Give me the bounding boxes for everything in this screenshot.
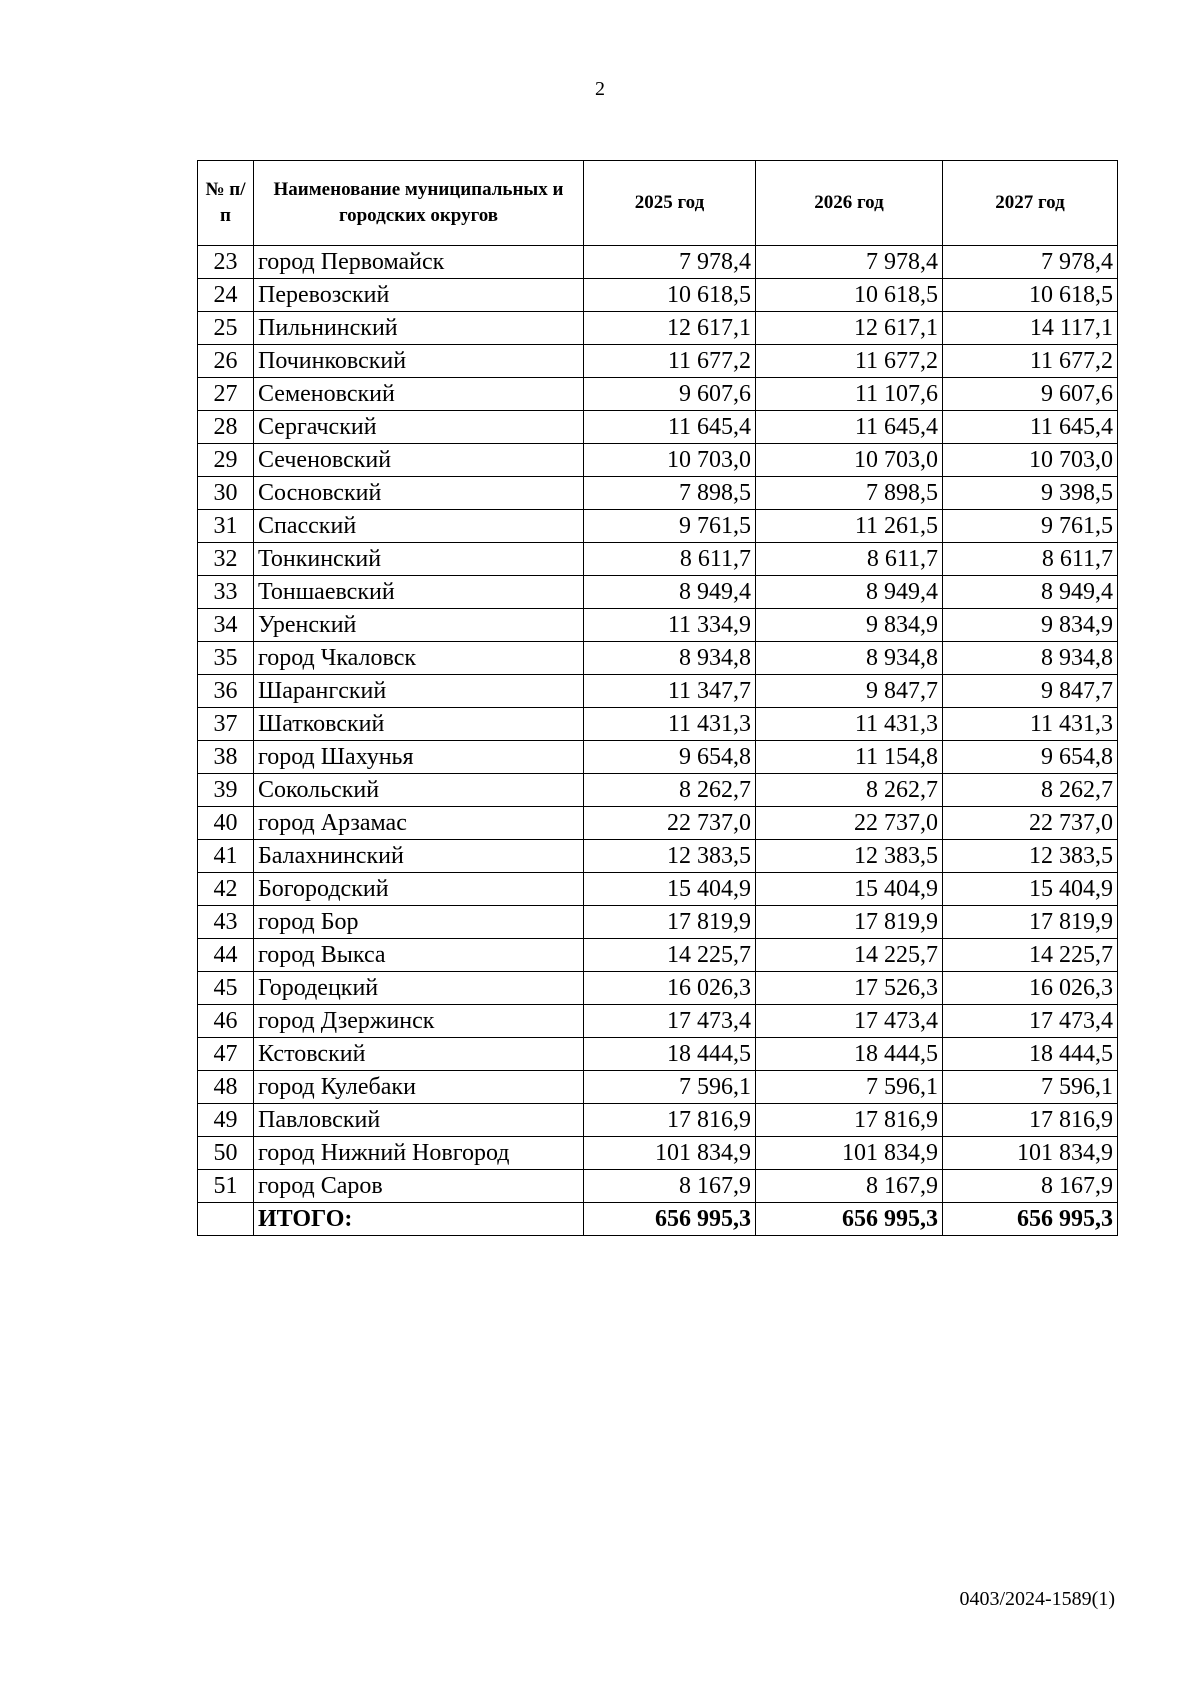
row-value-2025: 8 262,7 xyxy=(584,774,756,807)
total-row xyxy=(198,1203,1118,1236)
row-value-2026: 7 978,4 xyxy=(756,246,943,279)
row-num: 48 xyxy=(198,1071,254,1104)
row-value-2026: 8 611,7 xyxy=(756,543,943,576)
row-name: город Бор xyxy=(254,906,584,939)
row-num: 50 xyxy=(198,1137,254,1170)
row-value-2026: 15 404,9 xyxy=(756,873,943,906)
row-value-2027: 9 847,7 xyxy=(943,675,1118,708)
row-value-2026: 7 596,1 xyxy=(756,1071,943,1104)
row-value-2025: 8 611,7 xyxy=(584,543,756,576)
row-value-2025: 11 677,2 xyxy=(584,345,756,378)
row-name: Уренский xyxy=(254,609,584,642)
row-name: Пильнинский xyxy=(254,312,584,345)
row-name: Шатковский xyxy=(254,708,584,741)
row-value-2025: 18 444,5 xyxy=(584,1038,756,1071)
row-value-2027: 14 225,7 xyxy=(943,939,1118,972)
row-name: Спасский xyxy=(254,510,584,543)
row-value-2027: 8 262,7 xyxy=(943,774,1118,807)
row-num: 38 xyxy=(198,741,254,774)
row-num: 32 xyxy=(198,543,254,576)
row-num: 31 xyxy=(198,510,254,543)
total-2027: 656 995,3 xyxy=(943,1203,1118,1236)
table-row xyxy=(198,444,1118,477)
row-value-2027: 11 645,4 xyxy=(943,411,1118,444)
total-num-cell xyxy=(198,1203,254,1236)
table-row xyxy=(198,840,1118,873)
row-value-2027: 7 978,4 xyxy=(943,246,1118,279)
row-value-2025: 8 949,4 xyxy=(584,576,756,609)
row-value-2027: 18 444,5 xyxy=(943,1038,1118,1071)
row-value-2025: 12 383,5 xyxy=(584,840,756,873)
row-num: 39 xyxy=(198,774,254,807)
table-row xyxy=(198,279,1118,312)
row-value-2027: 12 383,5 xyxy=(943,840,1118,873)
row-value-2025: 15 404,9 xyxy=(584,873,756,906)
row-value-2027: 9 654,8 xyxy=(943,741,1118,774)
row-value-2026: 17 473,4 xyxy=(756,1005,943,1038)
table-row xyxy=(198,1005,1118,1038)
row-value-2025: 11 645,4 xyxy=(584,411,756,444)
row-num: 23 xyxy=(198,246,254,279)
row-value-2025: 16 026,3 xyxy=(584,972,756,1005)
row-num: 30 xyxy=(198,477,254,510)
row-num: 43 xyxy=(198,906,254,939)
row-name: Балахнинский xyxy=(254,840,584,873)
row-value-2026: 11 107,6 xyxy=(756,378,943,411)
allocation-table xyxy=(197,160,1118,1236)
header-2026: 2026 год xyxy=(756,161,943,246)
table-row xyxy=(198,939,1118,972)
table-row xyxy=(198,576,1118,609)
row-num: 24 xyxy=(198,279,254,312)
row-name: город Нижний Новгород xyxy=(254,1137,584,1170)
row-num: 27 xyxy=(198,378,254,411)
header-2027: 2027 год xyxy=(943,161,1118,246)
row-name: Тоншаевский xyxy=(254,576,584,609)
row-name: город Кулебаки xyxy=(254,1071,584,1104)
row-value-2026: 8 167,9 xyxy=(756,1170,943,1203)
table-row xyxy=(198,411,1118,444)
row-value-2027: 14 117,1 xyxy=(943,312,1118,345)
row-value-2026: 11 677,2 xyxy=(756,345,943,378)
row-name: Шарангский xyxy=(254,675,584,708)
row-name: Сеченовский xyxy=(254,444,584,477)
row-value-2025: 7 978,4 xyxy=(584,246,756,279)
header-num: № п/п xyxy=(198,161,254,246)
row-num: 44 xyxy=(198,939,254,972)
row-value-2025: 17 816,9 xyxy=(584,1104,756,1137)
total-2025: 656 995,3 xyxy=(584,1203,756,1236)
table-row xyxy=(198,378,1118,411)
row-name: город Саров xyxy=(254,1170,584,1203)
row-value-2026: 9 847,7 xyxy=(756,675,943,708)
row-name: Починковский xyxy=(254,345,584,378)
row-value-2026: 11 261,5 xyxy=(756,510,943,543)
table-row xyxy=(198,1071,1118,1104)
row-value-2027: 9 607,6 xyxy=(943,378,1118,411)
row-value-2027: 9 398,5 xyxy=(943,477,1118,510)
row-name: Сосновский xyxy=(254,477,584,510)
row-num: 25 xyxy=(198,312,254,345)
table-row xyxy=(198,741,1118,774)
row-value-2027: 17 473,4 xyxy=(943,1005,1118,1038)
row-value-2026: 7 898,5 xyxy=(756,477,943,510)
row-name: город Выкса xyxy=(254,939,584,972)
table-row xyxy=(198,774,1118,807)
table-row xyxy=(198,345,1118,378)
row-value-2027: 9 761,5 xyxy=(943,510,1118,543)
row-value-2027: 17 816,9 xyxy=(943,1104,1118,1137)
table-row xyxy=(198,1104,1118,1137)
total-2026: 656 995,3 xyxy=(756,1203,943,1236)
row-num: 42 xyxy=(198,873,254,906)
row-value-2027: 8 934,8 xyxy=(943,642,1118,675)
row-value-2026: 11 645,4 xyxy=(756,411,943,444)
row-value-2025: 9 654,8 xyxy=(584,741,756,774)
row-name: Перевозский xyxy=(254,279,584,312)
row-name: город Первомайск xyxy=(254,246,584,279)
row-num: 45 xyxy=(198,972,254,1005)
row-name: Богородский xyxy=(254,873,584,906)
table-row xyxy=(198,543,1118,576)
row-value-2026: 101 834,9 xyxy=(756,1137,943,1170)
row-num: 33 xyxy=(198,576,254,609)
row-num: 51 xyxy=(198,1170,254,1203)
row-value-2026: 12 383,5 xyxy=(756,840,943,873)
table-row xyxy=(198,609,1118,642)
row-num: 26 xyxy=(198,345,254,378)
table-row xyxy=(198,1038,1118,1071)
row-value-2026: 17 526,3 xyxy=(756,972,943,1005)
row-value-2026: 10 618,5 xyxy=(756,279,943,312)
row-value-2026: 18 444,5 xyxy=(756,1038,943,1071)
row-value-2025: 11 334,9 xyxy=(584,609,756,642)
row-value-2025: 11 431,3 xyxy=(584,708,756,741)
row-value-2027: 17 819,9 xyxy=(943,906,1118,939)
total-label: ИТОГО: xyxy=(254,1203,584,1236)
row-value-2025: 17 819,9 xyxy=(584,906,756,939)
row-name: город Шахунья xyxy=(254,741,584,774)
row-value-2026: 8 949,4 xyxy=(756,576,943,609)
row-value-2026: 8 934,8 xyxy=(756,642,943,675)
row-num: 34 xyxy=(198,609,254,642)
row-num: 46 xyxy=(198,1005,254,1038)
row-value-2027: 16 026,3 xyxy=(943,972,1118,1005)
row-value-2027: 10 618,5 xyxy=(943,279,1118,312)
row-name: город Чкаловск xyxy=(254,642,584,675)
row-name: Сокольский xyxy=(254,774,584,807)
table-row xyxy=(198,477,1118,510)
row-value-2026: 22 737,0 xyxy=(756,807,943,840)
row-value-2026: 12 617,1 xyxy=(756,312,943,345)
table-row xyxy=(198,906,1118,939)
row-name: Городецкий xyxy=(254,972,584,1005)
row-value-2026: 11 154,8 xyxy=(756,741,943,774)
table-row xyxy=(198,873,1118,906)
header-name: Наименование муниципальных и городских округов xyxy=(254,161,584,246)
row-value-2025: 17 473,4 xyxy=(584,1005,756,1038)
row-value-2025: 10 703,0 xyxy=(584,444,756,477)
document-code: 0403/2024-1589(1) xyxy=(959,1588,1115,1610)
table-row xyxy=(198,972,1118,1005)
row-value-2025: 7 898,5 xyxy=(584,477,756,510)
row-value-2027: 22 737,0 xyxy=(943,807,1118,840)
row-name: город Арзамас xyxy=(254,807,584,840)
row-value-2025: 11 347,7 xyxy=(584,675,756,708)
table-row xyxy=(198,510,1118,543)
row-value-2026: 9 834,9 xyxy=(756,609,943,642)
row-value-2027: 11 431,3 xyxy=(943,708,1118,741)
row-num: 41 xyxy=(198,840,254,873)
row-value-2027: 8 611,7 xyxy=(943,543,1118,576)
table-row xyxy=(198,675,1118,708)
table-row xyxy=(198,807,1118,840)
row-value-2025: 14 225,7 xyxy=(584,939,756,972)
row-value-2025: 8 167,9 xyxy=(584,1170,756,1203)
row-value-2027: 15 404,9 xyxy=(943,873,1118,906)
row-value-2026: 17 816,9 xyxy=(756,1104,943,1137)
row-name: Тонкинский xyxy=(254,543,584,576)
row-value-2026: 11 431,3 xyxy=(756,708,943,741)
row-num: 35 xyxy=(198,642,254,675)
table-row xyxy=(198,1170,1118,1203)
row-value-2027: 9 834,9 xyxy=(943,609,1118,642)
row-value-2025: 8 934,8 xyxy=(584,642,756,675)
row-value-2025: 9 607,6 xyxy=(584,378,756,411)
row-num: 37 xyxy=(198,708,254,741)
row-num: 47 xyxy=(198,1038,254,1071)
table-row xyxy=(198,1137,1118,1170)
row-num: 28 xyxy=(198,411,254,444)
table-row xyxy=(198,312,1118,345)
row-name: Семеновский xyxy=(254,378,584,411)
table-header-row xyxy=(198,161,1118,246)
row-name: город Дзержинск xyxy=(254,1005,584,1038)
row-name: Павловский xyxy=(254,1104,584,1137)
row-value-2027: 8 949,4 xyxy=(943,576,1118,609)
table-row xyxy=(198,708,1118,741)
row-value-2025: 22 737,0 xyxy=(584,807,756,840)
row-value-2027: 11 677,2 xyxy=(943,345,1118,378)
row-value-2027: 101 834,9 xyxy=(943,1137,1118,1170)
row-value-2027: 8 167,9 xyxy=(943,1170,1118,1203)
row-value-2025: 9 761,5 xyxy=(584,510,756,543)
row-value-2025: 7 596,1 xyxy=(584,1071,756,1104)
row-value-2026: 10 703,0 xyxy=(756,444,943,477)
page-number: 2 xyxy=(595,78,605,100)
row-num: 40 xyxy=(198,807,254,840)
row-value-2026: 8 262,7 xyxy=(756,774,943,807)
row-value-2025: 12 617,1 xyxy=(584,312,756,345)
row-name: Кстовский xyxy=(254,1038,584,1071)
row-num: 29 xyxy=(198,444,254,477)
row-value-2025: 10 618,5 xyxy=(584,279,756,312)
row-num: 36 xyxy=(198,675,254,708)
row-value-2025: 101 834,9 xyxy=(584,1137,756,1170)
header-2025: 2025 год xyxy=(584,161,756,246)
row-value-2027: 7 596,1 xyxy=(943,1071,1118,1104)
table-body xyxy=(198,246,1118,1203)
row-value-2026: 17 819,9 xyxy=(756,906,943,939)
row-value-2026: 14 225,7 xyxy=(756,939,943,972)
row-name: Сергачский xyxy=(254,411,584,444)
row-value-2027: 10 703,0 xyxy=(943,444,1118,477)
table-row xyxy=(198,642,1118,675)
table-row xyxy=(198,246,1118,279)
row-num: 49 xyxy=(198,1104,254,1137)
